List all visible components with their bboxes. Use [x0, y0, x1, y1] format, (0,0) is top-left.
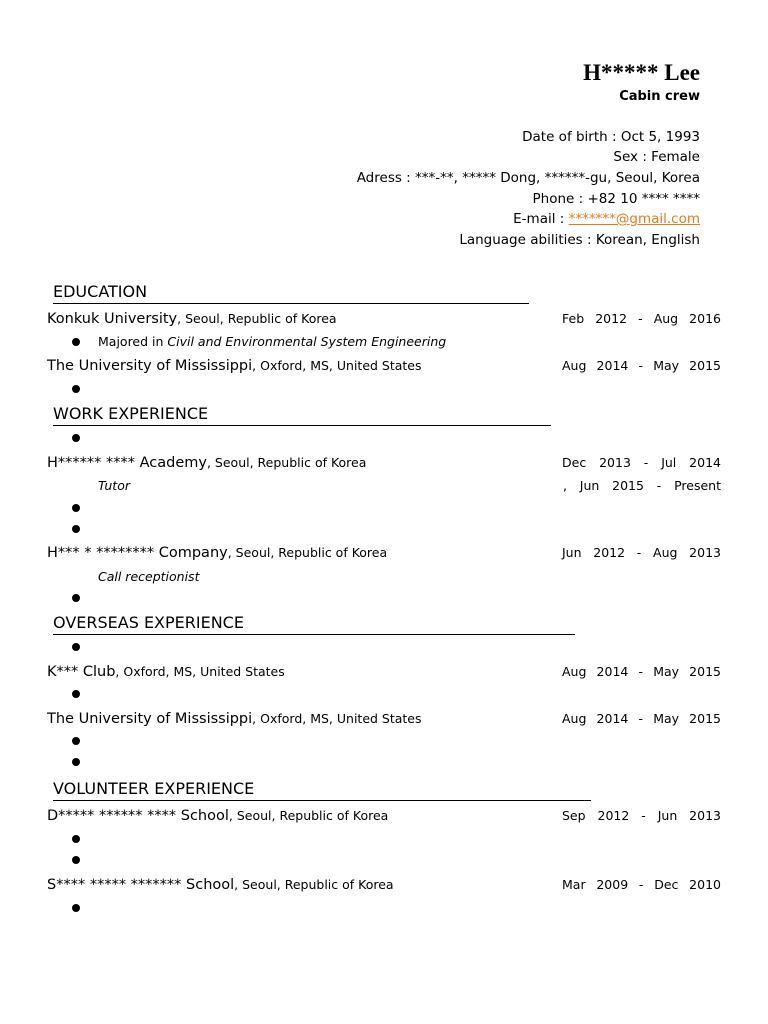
bullet-point [72, 856, 80, 864]
entry-org-line [47, 310, 337, 328]
entry-date: Mar 2009 - Dec 2010 [562, 877, 721, 892]
section-heading-education [53, 283, 529, 304]
major-prefix: Majored in [98, 334, 168, 349]
section-title: WORK EXPERIENCE [53, 404, 209, 423]
entry-date: Aug 2014 - May 2015 [562, 711, 721, 726]
organization-name: H****** **** Academy [47, 455, 207, 471]
organization-name: H*** * ******** Company [47, 545, 228, 561]
section-title: OVERSEAS EXPERIENCE [53, 613, 244, 632]
major-name: Civil and Environmental System Engineering [167, 334, 447, 349]
entry-org-line [47, 710, 422, 728]
address: Adress : ***-**, ***** Dong, ******-gu, Seoul, Korea [356, 170, 700, 186]
organization-location: , Seoul, Republic of Korea [206, 455, 367, 470]
bullet-point [72, 643, 80, 651]
section-title: VOLUNTEER EXPERIENCE [53, 779, 255, 798]
section-heading-overseas [53, 614, 575, 635]
organization-name: Konkuk University [47, 311, 178, 327]
organization-name: The University of Mississippi [47, 358, 253, 374]
organization-name: S**** ***** ******* School [47, 877, 235, 893]
organization-location: , Seoul, Republic of Korea [228, 808, 389, 823]
organization-location: , Oxford, MS, United States [252, 711, 422, 726]
entry-org-line [47, 357, 422, 375]
bullet-point [72, 594, 80, 602]
organization-location: , Seoul, Republic of Korea [234, 877, 394, 892]
position-title: Tutor [98, 478, 130, 493]
sex: Sex : Female [613, 149, 700, 165]
email-label: E-mail : [513, 211, 569, 227]
entry-date: Aug 2014 - May 2015 [562, 664, 721, 679]
phone: Phone : +82 10 **** **** [532, 191, 700, 207]
position-title: Call receptionist [98, 569, 200, 584]
bullet-point [72, 385, 80, 393]
bullet-point [72, 835, 80, 843]
bullet-point [72, 434, 80, 442]
bullet-point [72, 690, 80, 698]
bullet-point [72, 904, 80, 912]
organization-location: , Oxford, MS, United States [252, 358, 422, 373]
date-of-birth: Date of birth : Oct 5, 1993 [522, 129, 700, 145]
organization-name: K*** Club [47, 664, 116, 680]
entry-date: Feb 2012 - Aug 2016 [562, 311, 721, 326]
organization-location: , Seoul, Republic of Korea [177, 311, 337, 326]
section-title: EDUCATION [53, 282, 148, 301]
section-heading-volunteer [53, 780, 591, 801]
language-abilities: Language abilities : Korean, English [459, 232, 700, 248]
entry-org-line [47, 544, 387, 562]
organization-location: , Oxford, MS, United States [115, 664, 285, 679]
bullet-point [72, 504, 80, 512]
email-link[interactable]: *******@gmail.com [568, 211, 700, 227]
major-detail [98, 333, 446, 351]
entry-date: Jun 2012 - Aug 2013 [562, 545, 721, 560]
entry-date: Aug 2014 - May 2015 [562, 358, 721, 373]
entry-date: Sep 2012 - Jun 2013 [562, 808, 721, 823]
bullet-point [72, 338, 80, 346]
applicant-name: H***** Lee [583, 60, 700, 85]
entry-org-line [47, 454, 366, 472]
section-heading-work [53, 405, 551, 426]
job-title: Cabin crew [619, 89, 700, 104]
bullet-point [72, 737, 80, 745]
organization-name: D***** ****** **** School [47, 808, 229, 824]
organization-name: The University of Mississippi [47, 711, 253, 727]
email-line [513, 210, 700, 228]
entry-org-line [47, 807, 388, 825]
bullet-point [72, 525, 80, 533]
bullet-point [72, 758, 80, 766]
entry-date: Dec 2013 - Jul 2014 [562, 455, 721, 470]
entry-org-line [47, 663, 285, 681]
entry-org-line [47, 876, 394, 894]
entry-date-secondary: , Jun 2015 - Present [563, 478, 721, 493]
organization-location: , Seoul, Republic of Korea [227, 545, 388, 560]
